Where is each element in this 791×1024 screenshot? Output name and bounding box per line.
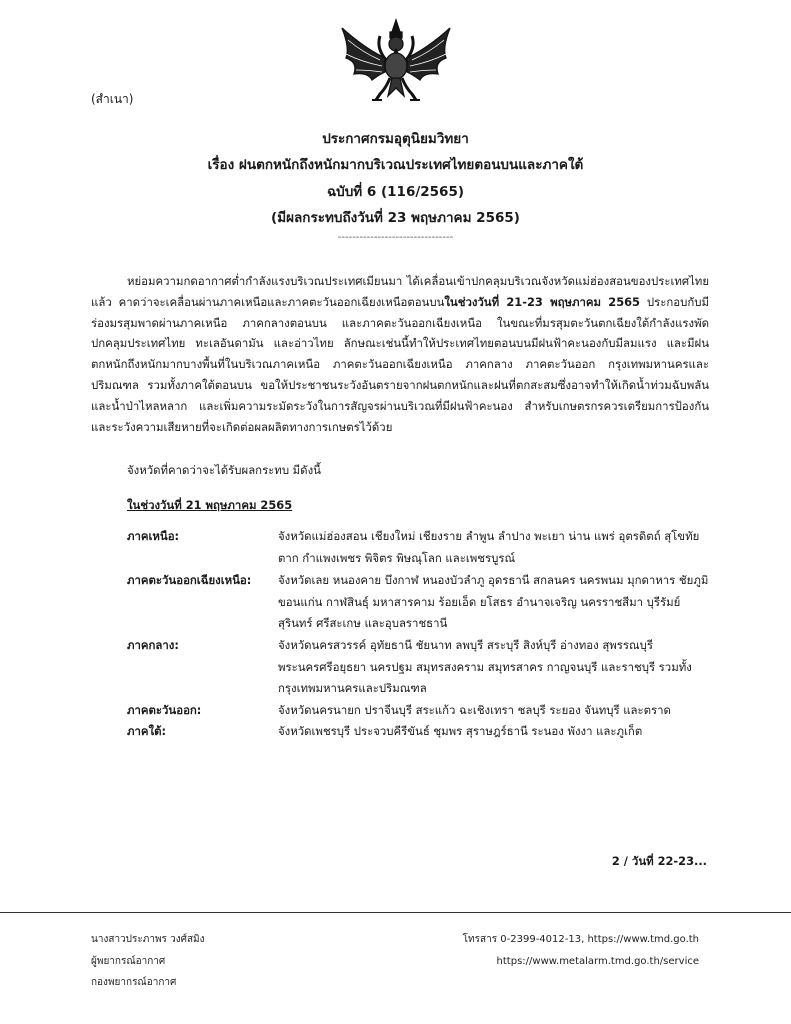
- footer-service-link: https://www.metalarm.tmd.go.th/service: [496, 955, 699, 967]
- region-provinces: จังหวัดเลย หนองคาย บึงกาฬ หนองบัวลำภู อุดรธานี สกลนคร นครพนม มุกดาหาร ชัยภูมิ ขอนแก่น กาฬสินธุ์ มหาสารคาม ร้อยเอ็ด ยโสธร อำนาจเจริญ นครราชสีมา บุรีรัมย์ สุรินทร์ ศรีสะเกษ และอุบลราชธานี: [278, 573, 709, 630]
- garuda-emblem-icon: [336, 18, 456, 104]
- announcement-title: ประกาศกรมอุตุนิยมวิทยา: [322, 131, 469, 147]
- announcement-effective-date: (มีผลกระทบถึงวันที่ 23 พฤษภาคม 2565): [271, 210, 520, 226]
- region-name: ภาคเหนือ:: [127, 529, 180, 543]
- continuation-note: 2 / วันที่ 22-23...: [611, 854, 707, 868]
- footer-author-name: นางสาวประภาพร วงศ์สมิง: [91, 934, 205, 945]
- footer-fax-website: โทรสาร 0-2399-4012-13, https://www.tmd.go.th: [462, 934, 699, 945]
- period-title: ในช่วงวันที่ 21 พฤษภาคม 2565: [127, 498, 293, 512]
- region-name: ภาคตะวันออก:: [127, 703, 202, 717]
- main-paragraph: [91, 271, 709, 437]
- announcement-subject: เรื่อง ฝนตกหนักถึงหนักมากบริเวณประเทศไทยตอนบนและภาคใต้: [207, 157, 584, 173]
- paragraph-text-2: ประกอบกับมีร่องมรสุมพาดผ่านภาคเหนือ ภาคกลางตอนบน และภาคตะวันออกเฉียงเหนือ ในขณะที่มรสุมตะวันตกเฉียงใต้กำลังแรงพัดปกคลุมประเทศไทย ทะเลอันดามัน และอ่าวไทย ลักษณะเช่นนี้ทำให้ประเทศไทยตอนบนมีฝนฟ้าคะนองกับมีลมแรง และมีฝนตกหนักถึงหนักมากบางพื้นที่ในบริเวณภาคเหนือ ภาคตะวันออกเฉียงเหนือ ภาคกลาง ภาคตะวันออก กรุงเทพมหานครและปริมณฑล รวมทั้งภาคใต้ตอนบน ขอให้ประชาชนระวังอันตรายจากฝนตกหนักและฝนที่ตกสะสมซึ่งอาจทำให้เกิดน้ำท่วมฉับพลันและน้ำป่าไหลหลาก และเพิ่มความระมัดระวังในการสัญจรผ่านบริเวณที่มีฝนฟ้าคะนอง สำหรับเกษตรกรควรเตรียมการป้องกันและระวังความเสียหายที่จะเกิดต่อผลผลิตทางการเกษตรไว้ด้วย: [91, 294, 709, 434]
- footer-contact-block: [463, 929, 699, 972]
- separator-line: --------------------------------: [337, 232, 454, 243]
- copy-label: (สำเนา): [91, 92, 134, 106]
- region-provinces: จังหวัดแม่ฮ่องสอน เชียงใหม่ เชียงราย ลำพูน ลำปาง พะเยา น่าน แพร่ อุตรดิตถ์ สุโขทัย ตาก กำแพงเพชร พิจิตร พิษณุโลก และเพชรบูรณ์: [278, 529, 700, 565]
- footer-divider: [0, 912, 791, 913]
- region-name: ภาคตะวันออกเฉียงเหนือ:: [127, 573, 252, 587]
- footer-department: กองพยากรณ์อากาศ: [91, 977, 177, 988]
- region-provinces: จังหวัดนครนายก ปราจีนบุรี สระแก้ว ฉะเชิงเทรา ชลบุรี ระยอง จันทบุรี และตราด: [278, 703, 671, 717]
- paragraph-bold-period: ในช่วงวันที่ 21-23 พฤษภาคม 2565: [444, 294, 640, 309]
- footer-author-role: ผู้พยากรณ์อากาศ: [91, 955, 166, 967]
- region-name: ภาคใต้:: [127, 724, 167, 738]
- region-name: ภาคกลาง:: [127, 638, 179, 652]
- paragraph-text-1: หย่อมความกดอากาศต่ำกำลังแรงบริเวณประเทศเมียนมา ได้เคลื่อนเข้าปกคลุมบริเวณจังหวัดแม่ฮ่องสอนของประเทศไทยแล้ว คาดว่าจะเคลื่อนผ่านภาคเหนือและภาคตะวันออกเฉียงเหนือตอนบน: [91, 274, 709, 309]
- footer-author-block: [91, 929, 205, 994]
- announcement-issue: ฉบับที่ 6 (116/2565): [326, 184, 465, 200]
- affected-provinces-intro: จังหวัดที่คาดว่าจะได้รับผลกระทบ มีดังนี้: [127, 463, 321, 477]
- region-provinces: จังหวัดเพชรบุรี ประจวบคีรีขันธ์ ชุมพร สุราษฎร์ธานี ระนอง พังงา และภูเก็ต: [278, 724, 643, 738]
- region-provinces: จังหวัดนครสวรรค์ อุทัยธานี ชัยนาท ลพบุรี สระบุรี สิงห์บุรี อ่างทอง สุพรรณบุรี พระนครศรีอยุธยา นครปฐม สมุทรสงคราม สมุทรสาคร กาญจนบุรี และราชบุรี รวมทั้งกรุงเทพมหานครและปริมณฑล: [278, 638, 692, 695]
